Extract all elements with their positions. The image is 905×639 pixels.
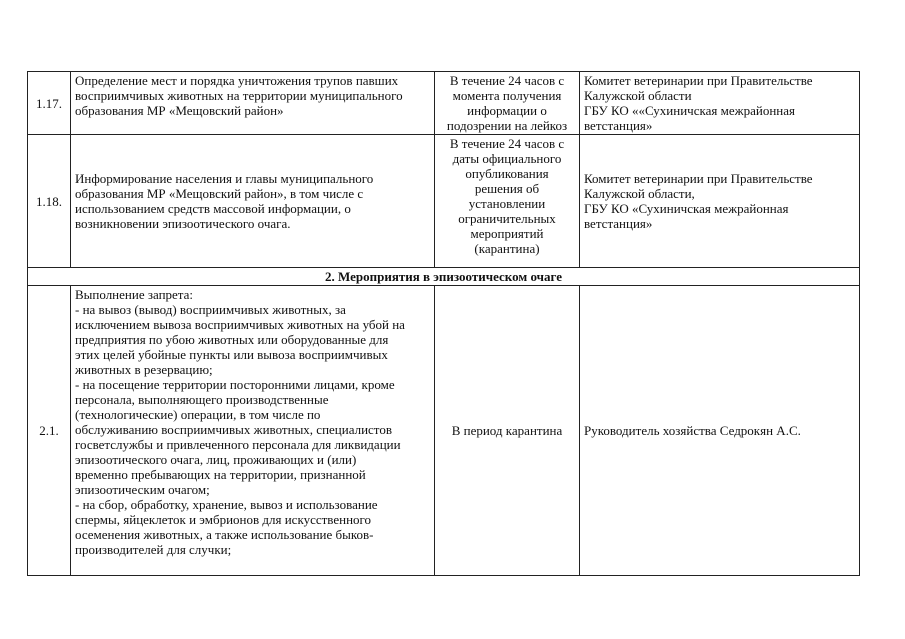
desc-line: этих целей убойные пункты или вывоза восприимчивых bbox=[75, 347, 388, 362]
term-line: ограничительных bbox=[458, 211, 556, 226]
desc-line: эпизоотического очага, лиц, проживающих и (или) bbox=[75, 452, 357, 467]
desc-line: спермы, яйцеклеток и эмбрионов для искусственного bbox=[75, 512, 372, 527]
desc-line: образования МР «Мещовский район», в том числе с bbox=[75, 186, 364, 201]
section-title: 2. Мероприятия в эпизоотическом очаге bbox=[28, 268, 860, 286]
term-line: подозрении на лейкоз bbox=[446, 118, 568, 133]
desc-line: исключением вывоза восприимчивых животных на убой на bbox=[75, 317, 405, 332]
measure-responsible bbox=[580, 72, 860, 135]
term-line: (карантина) bbox=[474, 241, 540, 256]
desc-line: Определение мест и порядка уничтожения трупов павших bbox=[75, 73, 399, 88]
table-row-2-1 bbox=[28, 286, 860, 576]
desc-line: - на вывоз (вывод) восприимчивых животных, за bbox=[75, 302, 346, 317]
desc-line: восприимчивых животных на территории муниципального bbox=[75, 88, 403, 103]
measure-description bbox=[71, 286, 435, 576]
resp-line: Комитет ветеринарии при Правительстве bbox=[584, 73, 813, 88]
term-line: решения об bbox=[474, 181, 540, 196]
row-number: 1.17. bbox=[28, 72, 71, 135]
section-header-row bbox=[28, 268, 860, 286]
term-line: В течение 24 часов с bbox=[449, 73, 565, 88]
desc-line: госветслужбы и привлеченного персонала для ликвидации bbox=[75, 437, 401, 452]
desc-line: осеменения животных, а также использование быков- bbox=[75, 527, 374, 542]
term-line: установлении bbox=[468, 196, 546, 211]
resp-line: Калужской области bbox=[584, 88, 692, 103]
row-number: 1.18. bbox=[28, 135, 71, 268]
resp-line: Комитет ветеринарии при Правительстве bbox=[584, 171, 813, 186]
desc-line: образования МР «Мещовский район» bbox=[75, 103, 284, 118]
desc-line: - на посещение территории посторонними лицами, кроме bbox=[75, 377, 395, 392]
measures-table bbox=[27, 71, 860, 576]
desc-line: животных в резервацию; bbox=[75, 362, 213, 377]
table-row-1-17 bbox=[28, 72, 860, 135]
measure-term bbox=[435, 72, 580, 135]
desc-line: персонала, выполняющего производственные bbox=[75, 392, 329, 407]
desc-line: производителей для случки; bbox=[75, 542, 232, 557]
desc-line: обслуживанию восприимчивых животных, специалистов bbox=[75, 422, 392, 437]
term-line: В течение 24 часов с bbox=[449, 136, 565, 151]
desc-line: Выполнение запрета: bbox=[75, 287, 194, 302]
desc-line: временно пребывающих на территории, признанной bbox=[75, 467, 366, 482]
desc-line: возникновении эпизоотического очага. bbox=[75, 216, 291, 231]
resp-line: ГБУ КО ««Сухиничская межрайонная bbox=[584, 103, 795, 118]
desc-line: предприятия по убою животных или оборудованные для bbox=[75, 332, 389, 347]
desc-line: использованием средств массовой информации, о bbox=[75, 201, 351, 216]
resp-line: ГБУ КО «Сухиничская межрайонная bbox=[584, 201, 789, 216]
term-line: мероприятий bbox=[470, 226, 544, 241]
term-line: даты официального bbox=[452, 151, 562, 166]
desc-line: - на сбор, обработку, хранение, вывоз и использование bbox=[75, 497, 378, 512]
desc-line: (технологические) операции, в том числе по bbox=[75, 407, 321, 422]
row-number: 2.1. bbox=[28, 286, 71, 576]
resp-line: Калужской области, bbox=[584, 186, 695, 201]
desc-line: эпизоотическим очагом; bbox=[75, 482, 210, 497]
measure-responsible bbox=[580, 135, 860, 268]
measure-description bbox=[71, 135, 435, 268]
measure-term bbox=[435, 135, 580, 268]
table-row-1-18 bbox=[28, 135, 860, 268]
measure-term: В период карантина bbox=[435, 286, 580, 576]
measure-responsible: Руководитель хозяйства Седрокян А.С. bbox=[580, 286, 860, 576]
term-line: информации о bbox=[467, 103, 547, 118]
term-line: опубликования bbox=[465, 166, 549, 181]
measure-description bbox=[71, 72, 435, 135]
desc-line: Информирование населения и главы муниципального bbox=[75, 171, 374, 186]
resp-line: ветстанция» bbox=[584, 118, 653, 133]
resp-line: ветстанция» bbox=[584, 216, 653, 231]
term-line: момента получения bbox=[452, 88, 562, 103]
